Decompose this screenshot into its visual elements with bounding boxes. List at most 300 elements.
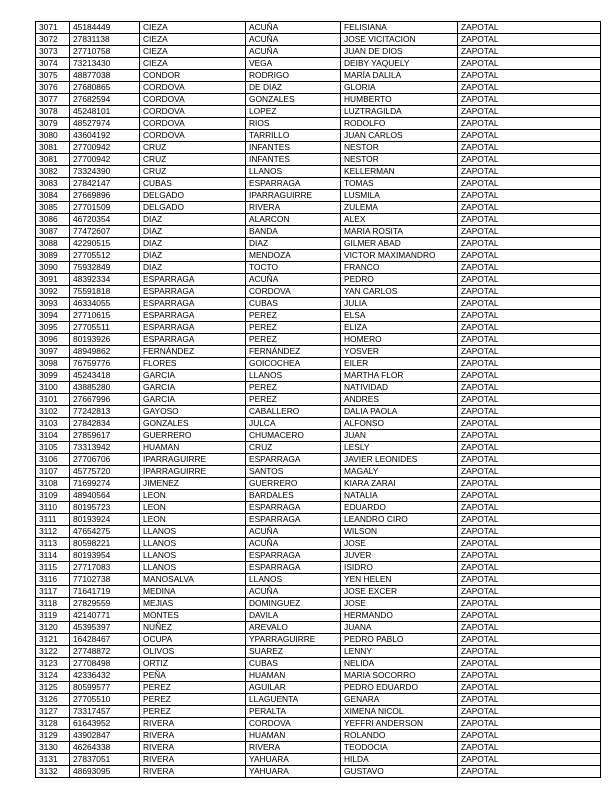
maternal-surname-cell: BANDA [246,226,341,238]
table-row [36,706,601,718]
given-names-cell: PEDRO [341,274,458,286]
dni-cell: 73317457 [70,706,140,718]
maternal-surname-cell: ESPARRAGA [246,454,341,466]
given-names-cell: MARÍA DALILA [341,70,458,82]
dni-cell: 27669896 [70,190,140,202]
row-number-cell: 3114 [36,550,70,562]
given-names-cell: GUSTAVO [341,766,458,778]
row-number-cell: 3116 [36,574,70,586]
table-row [36,598,601,610]
given-names-cell: MARIA SOCORRO [341,670,458,682]
dni-cell: 43885280 [70,382,140,394]
dni-cell: 80598221 [70,538,140,550]
paternal-surname-cell: DELGADO [140,202,246,214]
row-number-cell: 3097 [36,346,70,358]
dni-cell: 48392334 [70,274,140,286]
row-number-cell: 3085 [36,202,70,214]
given-names-cell: VICTOR MAXIMANDRO [341,250,458,262]
table-row [36,382,601,394]
maternal-surname-cell: RIOS [246,118,341,130]
locality-cell: ZAPOTAL [458,142,601,154]
locality-cell: ZAPOTAL [458,202,601,214]
locality-cell: ZAPOTAL [458,118,601,130]
table-row [36,394,601,406]
table-row [36,766,601,778]
dni-cell: 80193924 [70,514,140,526]
paternal-surname-cell: PEREZ [140,706,246,718]
row-number-cell: 3115 [36,562,70,574]
dni-cell: 80599577 [70,682,140,694]
given-names-cell: ISIDRO [341,562,458,574]
maternal-surname-cell: PEREZ [246,322,341,334]
locality-cell: ZAPOTAL [458,310,601,322]
row-number-cell: 3129 [36,730,70,742]
locality-cell: ZAPOTAL [458,598,601,610]
row-number-cell: 3071 [36,22,70,34]
table-row [36,634,601,646]
dni-cell: 80195723 [70,502,140,514]
row-number-cell: 3103 [36,418,70,430]
table-row [36,178,601,190]
paternal-surname-cell: ESPARRAGA [140,298,246,310]
paternal-surname-cell: LLANOS [140,562,246,574]
given-names-cell: EDUARDO [341,502,458,514]
table-row [36,682,601,694]
table-row [36,346,601,358]
locality-cell: ZAPOTAL [458,358,601,370]
table-row [36,214,601,226]
given-names-cell: JOSE VICITACION [341,34,458,46]
roster-table [35,21,601,778]
given-names-cell: JUAN DE DIOS [341,46,458,58]
dni-cell: 42336432 [70,670,140,682]
maternal-surname-cell: ACUÑA [246,46,341,58]
row-number-cell: 3105 [36,442,70,454]
paternal-surname-cell: DIAZ [140,250,246,262]
table-row [36,622,601,634]
given-names-cell: NATIVIDAD [341,382,458,394]
dni-cell: 45184449 [70,22,140,34]
maternal-surname-cell: SUAREZ [246,646,341,658]
row-number-cell: 3093 [36,298,70,310]
dni-cell: 16428467 [70,634,140,646]
maternal-surname-cell: YPARRAGUIRRE [246,634,341,646]
maternal-surname-cell: LOPEZ [246,106,341,118]
maternal-surname-cell: LLANOS [246,574,341,586]
maternal-surname-cell: LLAGUENTA [246,694,341,706]
dni-cell: 27700942 [70,142,140,154]
locality-cell: ZAPOTAL [458,262,601,274]
locality-cell: ZAPOTAL [458,286,601,298]
row-number-cell: 3087 [36,226,70,238]
locality-cell: ZAPOTAL [458,166,601,178]
table-row [36,466,601,478]
given-names-cell: HERMANDO [341,610,458,622]
paternal-surname-cell: ESPARRAGA [140,286,246,298]
paternal-surname-cell: CIEZA [140,22,246,34]
locality-cell: ZAPOTAL [458,46,601,58]
row-number-cell: 3091 [36,274,70,286]
row-number-cell: 3121 [36,634,70,646]
dni-cell: 27682594 [70,94,140,106]
paternal-surname-cell: CORDOVA [140,118,246,130]
locality-cell: ZAPOTAL [458,586,601,598]
table-row [36,106,601,118]
given-names-cell: ELIZA [341,322,458,334]
given-names-cell: ALEX [341,214,458,226]
row-number-cell: 3075 [36,70,70,82]
maternal-surname-cell: YAHUARA [246,766,341,778]
dni-cell: 42290515 [70,238,140,250]
locality-cell: ZAPOTAL [458,430,601,442]
dni-cell: 27705512 [70,250,140,262]
paternal-surname-cell: GARCIA [140,394,246,406]
given-names-cell: YEN HELEN [341,574,458,586]
maternal-surname-cell: ESPARRAGA [246,502,341,514]
row-number-cell: 3110 [36,502,70,514]
maternal-surname-cell: INFANTES [246,154,341,166]
table-row [36,694,601,706]
row-number-cell: 3128 [36,718,70,730]
dni-cell: 75932849 [70,262,140,274]
given-names-cell: JULIA [341,298,458,310]
table-row [36,94,601,106]
paternal-surname-cell: ESPARRAGA [140,322,246,334]
given-names-cell: DEIBY YAQUELY [341,58,458,70]
table-row [36,574,601,586]
given-names-cell: WILSON [341,526,458,538]
given-names-cell: FRANCO [341,262,458,274]
given-names-cell: ANDRES [341,394,458,406]
dni-cell: 71699274 [70,478,140,490]
paternal-surname-cell: LLANOS [140,538,246,550]
paternal-surname-cell: MEJIAS [140,598,246,610]
maternal-surname-cell: YAHUARA [246,754,341,766]
maternal-surname-cell: TOCTO [246,262,341,274]
table-row [36,166,601,178]
paternal-surname-cell: CRUZ [140,166,246,178]
maternal-surname-cell: CUBAS [246,298,341,310]
given-names-cell: XIMENA NICOL [341,706,458,718]
paternal-surname-cell: IPARRAGUIRRE [140,454,246,466]
given-names-cell: NELIDA [341,658,458,670]
given-names-cell: PEDRO PABLO [341,634,458,646]
dni-cell: 80193954 [70,550,140,562]
maternal-surname-cell: DIAZ [246,238,341,250]
maternal-surname-cell: AREVALO [246,622,341,634]
maternal-surname-cell: HUAMAN [246,670,341,682]
dni-cell: 27710758 [70,46,140,58]
paternal-surname-cell: LEON [140,490,246,502]
table-row [36,754,601,766]
given-names-cell: KELLERMAN [341,166,458,178]
locality-cell: ZAPOTAL [458,382,601,394]
table-row [36,478,601,490]
dni-cell: 48693095 [70,766,140,778]
row-number-cell: 3100 [36,382,70,394]
maternal-surname-cell: PEREZ [246,394,341,406]
given-names-cell: LESLY [341,442,458,454]
row-number-cell: 3090 [36,262,70,274]
paternal-surname-cell: GUERRERO [140,430,246,442]
paternal-surname-cell: PEREZ [140,682,246,694]
row-number-cell: 3089 [36,250,70,262]
paternal-surname-cell: CORDOVA [140,82,246,94]
table-row [36,550,601,562]
table-row [36,718,601,730]
table-row [36,130,601,142]
locality-cell: ZAPOTAL [458,514,601,526]
given-names-cell: NATALIA [341,490,458,502]
maternal-surname-cell: AGUILAR [246,682,341,694]
locality-cell: ZAPOTAL [458,274,601,286]
locality-cell: ZAPOTAL [458,226,601,238]
locality-cell: ZAPOTAL [458,742,601,754]
table-row [36,202,601,214]
locality-cell: ZAPOTAL [458,538,601,550]
paternal-surname-cell: CIEZA [140,58,246,70]
locality-cell: ZAPOTAL [458,346,601,358]
row-number-cell: 3086 [36,214,70,226]
table-row [36,502,601,514]
paternal-surname-cell: CIEZA [140,34,246,46]
paternal-surname-cell: IPARRAGUIRRE [140,466,246,478]
paternal-surname-cell: DIAZ [140,226,246,238]
row-number-cell: 3081 [36,154,70,166]
given-names-cell: ROLANDO [341,730,458,742]
dni-cell: 27831138 [70,34,140,46]
paternal-surname-cell: LEON [140,502,246,514]
row-number-cell: 3083 [36,178,70,190]
table-row [36,226,601,238]
table-row [36,250,601,262]
table-row [36,514,601,526]
given-names-cell: LUSMILA [341,190,458,202]
row-number-cell: 3106 [36,454,70,466]
dni-cell: 73324390 [70,166,140,178]
given-names-cell: DALIA PAOLA [341,406,458,418]
locality-cell: ZAPOTAL [458,682,601,694]
given-names-cell: MARIA ROSITA [341,226,458,238]
row-number-cell: 3077 [36,94,70,106]
table-row [36,562,601,574]
paternal-surname-cell: MONTES [140,610,246,622]
dni-cell: 48877038 [70,70,140,82]
maternal-surname-cell: IPARRAGUIRRE [246,190,341,202]
maternal-surname-cell: JULCA [246,418,341,430]
locality-cell: ZAPOTAL [458,646,601,658]
given-names-cell: NESTOR [341,154,458,166]
maternal-surname-cell: PERALTA [246,706,341,718]
row-number-cell: 3072 [36,34,70,46]
row-number-cell: 3127 [36,706,70,718]
paternal-surname-cell: RIVERA [140,754,246,766]
paternal-surname-cell: CONDOR [140,70,246,82]
row-number-cell: 3117 [36,586,70,598]
table-row [36,646,601,658]
dni-cell: 75591818 [70,286,140,298]
dni-cell: 27717083 [70,562,140,574]
row-number-cell: 3104 [36,430,70,442]
locality-cell: ZAPOTAL [458,706,601,718]
dni-cell: 47654275 [70,526,140,538]
locality-cell: ZAPOTAL [458,190,601,202]
locality-cell: ZAPOTAL [458,550,601,562]
maternal-surname-cell: ESPARRAGA [246,550,341,562]
given-names-cell: HOMERO [341,334,458,346]
given-names-cell: MAGALY [341,466,458,478]
row-number-cell: 3113 [36,538,70,550]
table-row [36,286,601,298]
given-names-cell: JUANA [341,622,458,634]
locality-cell: ZAPOTAL [458,58,601,70]
given-names-cell: RODOLFO [341,118,458,130]
maternal-surname-cell: GOICOCHEA [246,358,341,370]
table-row [36,34,601,46]
row-number-cell: 3095 [36,322,70,334]
table-row [36,82,601,94]
dni-cell: 27859617 [70,430,140,442]
locality-cell: ZAPOTAL [458,442,601,454]
dni-cell: 48527974 [70,118,140,130]
given-names-cell: TOMAS [341,178,458,190]
row-number-cell: 3084 [36,190,70,202]
locality-cell: ZAPOTAL [458,766,601,778]
table-row [36,22,601,34]
maternal-surname-cell: SANTOS [246,466,341,478]
dni-cell: 45775720 [70,466,140,478]
given-names-cell: FELISIANA [341,22,458,34]
table-row [36,526,601,538]
table-row [36,274,601,286]
maternal-surname-cell: CORDOVA [246,718,341,730]
maternal-surname-cell: TARRILLO [246,130,341,142]
row-number-cell: 3078 [36,106,70,118]
maternal-surname-cell: CABALLERO [246,406,341,418]
maternal-surname-cell: RIVERA [246,742,341,754]
maternal-surname-cell: CORDOVA [246,286,341,298]
given-names-cell: ELSA [341,310,458,322]
maternal-surname-cell: GUERRERO [246,478,341,490]
locality-cell: ZAPOTAL [458,562,601,574]
locality-cell: ZAPOTAL [458,154,601,166]
locality-cell: ZAPOTAL [458,130,601,142]
table-row [36,142,601,154]
table-row [36,406,601,418]
given-names-cell: GLORIA [341,82,458,94]
given-names-cell: ALFONSO [341,418,458,430]
locality-cell: ZAPOTAL [458,754,601,766]
dni-cell: 43902847 [70,730,140,742]
maternal-surname-cell: ACUÑA [246,34,341,46]
dni-cell: 77102738 [70,574,140,586]
paternal-surname-cell: GARCIA [140,382,246,394]
given-names-cell: LEANDRO CIRO [341,514,458,526]
dni-cell: 45395397 [70,622,140,634]
locality-cell: ZAPOTAL [458,730,601,742]
given-names-cell: LUZTRAGILDA [341,106,458,118]
locality-cell: ZAPOTAL [458,466,601,478]
locality-cell: ZAPOTAL [458,574,601,586]
row-number-cell: 3109 [36,490,70,502]
dni-cell: 80193926 [70,334,140,346]
locality-cell: ZAPOTAL [458,82,601,94]
paternal-surname-cell: NUÑEZ [140,622,246,634]
row-number-cell: 3079 [36,118,70,130]
maternal-surname-cell: ALARCON [246,214,341,226]
given-names-cell: YOSVER [341,346,458,358]
dni-cell: 46264338 [70,742,140,754]
locality-cell: ZAPOTAL [458,70,601,82]
dni-cell: 27748872 [70,646,140,658]
maternal-surname-cell: ESPARRAGA [246,178,341,190]
table-row [36,334,601,346]
maternal-surname-cell: RODRIGO [246,70,341,82]
dni-cell: 43604192 [70,130,140,142]
paternal-surname-cell: CORDOVA [140,130,246,142]
row-number-cell: 3111 [36,514,70,526]
table-row [36,298,601,310]
locality-cell: ZAPOTAL [458,22,601,34]
table-row [36,442,601,454]
dni-cell: 27710615 [70,310,140,322]
given-names-cell: JUAN [341,430,458,442]
paternal-surname-cell: GONZALES [140,418,246,430]
locality-cell: ZAPOTAL [458,490,601,502]
maternal-surname-cell: DOMINGUEZ [246,598,341,610]
maternal-surname-cell: GONZALES [246,94,341,106]
dni-cell: 42140771 [70,610,140,622]
paternal-surname-cell: PEÑA [140,670,246,682]
paternal-surname-cell: GARCIA [140,370,246,382]
given-names-cell: ZULEMA [341,202,458,214]
maternal-surname-cell: ACUÑA [246,538,341,550]
paternal-surname-cell: CRUZ [140,142,246,154]
row-number-cell: 3080 [36,130,70,142]
paternal-surname-cell: CIEZA [140,46,246,58]
table-row [36,118,601,130]
table-row [36,430,601,442]
paternal-surname-cell: FLORES [140,358,246,370]
paternal-surname-cell: CUBAS [140,178,246,190]
dni-cell: 61643952 [70,718,140,730]
table-row [36,370,601,382]
paternal-surname-cell: HUAMAN [140,442,246,454]
paternal-surname-cell: LLANOS [140,550,246,562]
given-names-cell: PEDRO EDUARDO [341,682,458,694]
row-number-cell: 3101 [36,394,70,406]
table-row [36,190,601,202]
locality-cell: ZAPOTAL [458,658,601,670]
maternal-surname-cell: CHUMACERO [246,430,341,442]
dni-cell: 27706706 [70,454,140,466]
dni-cell: 27705510 [70,694,140,706]
locality-cell: ZAPOTAL [458,238,601,250]
paternal-surname-cell: CORDOVA [140,94,246,106]
given-names-cell: GILMER ABAD [341,238,458,250]
table-row [36,46,601,58]
maternal-surname-cell: VEGA [246,58,341,70]
given-names-cell: JAVIER LEONIDES [341,454,458,466]
dni-cell: 27700942 [70,154,140,166]
given-names-cell: JOSE [341,538,458,550]
dni-cell: 27837051 [70,754,140,766]
table-row [36,358,601,370]
table-row [36,418,601,430]
table-row [36,730,601,742]
dni-cell: 77242813 [70,406,140,418]
dni-cell: 76759776 [70,358,140,370]
